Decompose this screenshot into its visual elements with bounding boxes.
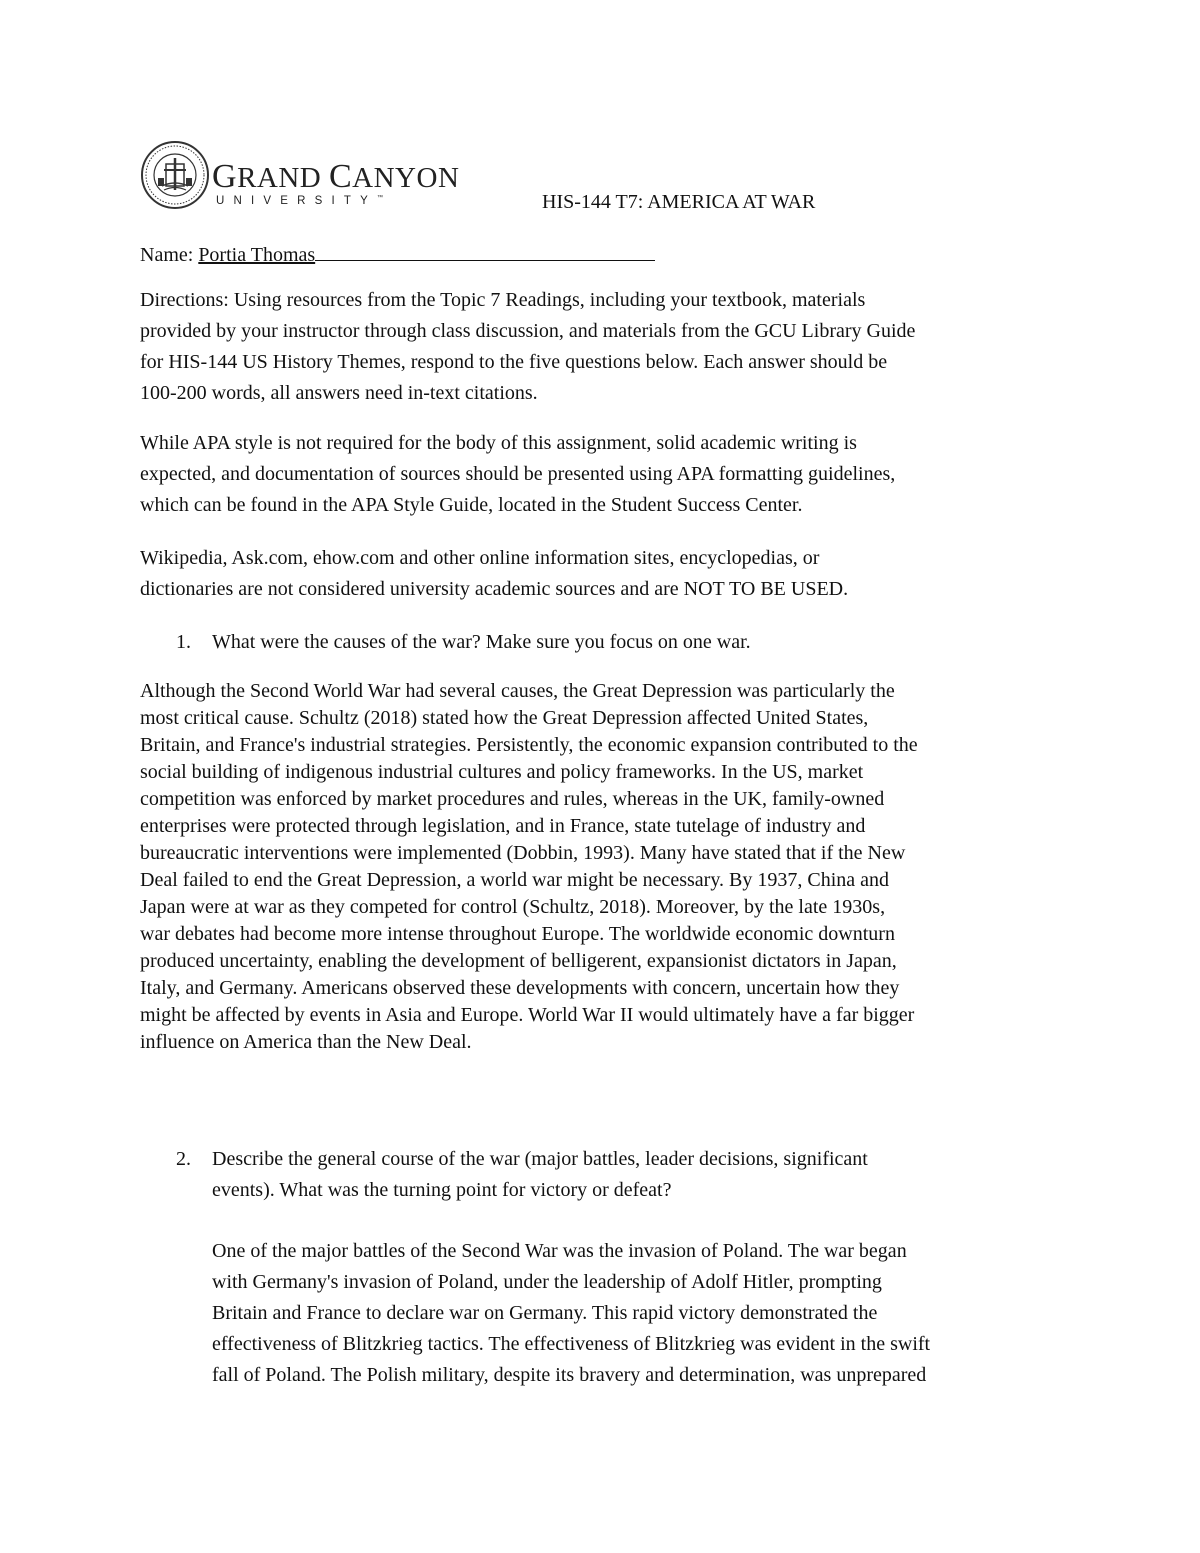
name-value: Portia Thomas (198, 244, 316, 266)
logo-wordmark: GRAND CANYON (212, 158, 460, 195)
apa-note-paragraph: While APA style is not required for the body of this assignment, solid academic writing is expected, and documentation of sources should be presented using APA formatting guidelines, which can be found in the APA Style Guide, located in the Student Success Center. (140, 432, 896, 516)
question-text: What were the causes of the war? Make sure you focus on one war. (212, 631, 751, 653)
university-seal-icon (140, 140, 210, 210)
name-line (140, 243, 655, 267)
name-underline (315, 243, 655, 261)
question-number: 1. (176, 631, 191, 653)
question-text: Describe the general course of the war (major battles, leader decisions, significant events). What was the turning point for victory or defeat? (212, 1148, 868, 1201)
sources-note-paragraph: Wikipedia, Ask.com, ehow.com and other online information sites, encyclopedias, or dictionaries are not considered university academic sources and are NOT TO BE USED. (140, 547, 849, 600)
question-number: 2. (176, 1148, 191, 1170)
logo-subtitle: UNIVERSITY™ (216, 194, 384, 207)
university-logo (140, 140, 460, 214)
directions-paragraph: Directions: Using resources from the Topic 7 Readings, including your textbook, materials provided by your instructor through class discussion, and materials from the GCU Library Guide for HIS-144 US History Themes, respond to the five questions below. Each answer should be 100-200 words, all answers need in-text citations. (140, 289, 916, 404)
document-title: HIS-144 T7: AMERICA AT WAR (542, 191, 816, 213)
answer-paragraph: Although the Second World War had several causes, the Great Depression was particularly the most critical cause. Schultz (2018) stated how the Great Depression affected United States, Britain, and France's industrial strategies. Persistently, the economic expansion contributed to the social building of indigenous industrial cultures and policy frameworks. In the US, market competition was enforced by market procedures and rules, whereas in the UK, family-owned enterprises were protected through legislation, and in France, state tutelage of industry and bureaucratic interventions were implemented (Dobbin, 1993). Many have stated that if the New Deal failed to end the Great Depression, a world war might be necessary. By 1937, China and Japan were at war as they competed for control (Schultz, 2018). Moreover, by the late 1930s, war debates had become more intense throughout Europe. The worldwide economic downturn produced uncertainty, enabling the development of belligerent, expansionist dictators in Japan, Italy, and Germany. Americans observed these developments with concern, uncertain how they might be affected by events in Asia and Europe. World War II would ultimately have a far bigger influence on America than the New Deal. (140, 680, 918, 1053)
answer-paragraph: One of the major battles of the Second War was the invasion of Poland. The war began with Germany's invasion of Poland, under the leadership of Adolf Hitler, prompting Britain and France to declare war on Germany. This rapid victory demonstrated the effectiveness of Blitzkrieg tactics. The effectiveness of Blitzkrieg was evident in the swift fall of Poland. The Polish military, despite its bravery and determination, was unprepared (212, 1240, 931, 1386)
name-label: Name: (140, 244, 199, 266)
